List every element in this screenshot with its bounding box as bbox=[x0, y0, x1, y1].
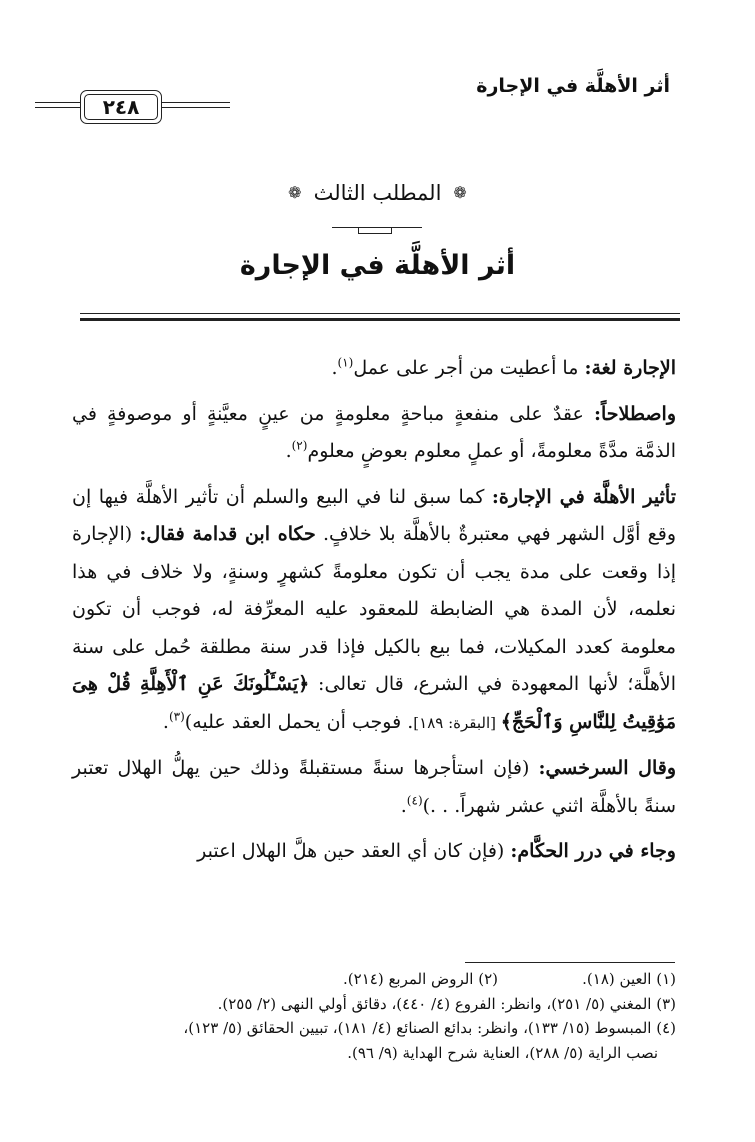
footnote-2: (٢) الروض المربع (٢١٤). bbox=[343, 970, 498, 988]
paragraph-tathir: تأثير الأهلَّة في الإجارة: كما سبق لنا في البيع والسلم أن تأثير الأهلَّة فيها إن وقع أوَّل الشهر فهي معتبرةٌ بالأهلَّة بلا خلافٍ. حكاه ابن قدامة فقال: (الإجارة إذا وقعت على مدة يجب أن تكون معلومةً كشهرٍ وسنةٍ، ولا خلاف في هذا نعلمه، لأن المدة هي الضابطة للمعقود عليه المعرِّفة له، فوجب أن تكون معلومة كعدد المكيلات، فما بيع بالكيل فإذا قدر سنة مطلقة حُمل على سنة الأهلَّة؛ لأنها المعهودة في الشرع، قال تعالى: ﴿يَسْـَٔلُونَكَ عَنِ ٱلْأَهِلَّةِ قُلْ هِىَ مَوَٰقِيتُ لِلنَّاسِ وَٱلْحَجِّ﴾ [البقرة: ١٨٩]. فوجب أن يحمل العقد عليه)$^{(٣)}$. bbox=[72, 485, 677, 733]
footnote-1: (١) العين (١٨). bbox=[582, 970, 676, 988]
footnote-4: (٤) المبسوط (١٥/ ١٣٣)، وانظر: بدائع الصنائع (٤/ ١٨١)، تبيين الحقائق (٥/ ١٢٣)، bbox=[183, 1019, 676, 1037]
ornament-right-icon: ❁ bbox=[453, 183, 467, 202]
footnote-ref: (٣) bbox=[168, 709, 185, 724]
footnote-ref: (٢) bbox=[291, 438, 308, 453]
chapter-title: أثر الأهلَّة في الإجارة bbox=[239, 250, 516, 281]
page-number: ٢٤٨ bbox=[84, 94, 158, 120]
footnote-row bbox=[72, 967, 676, 992]
footnote-separator bbox=[465, 962, 675, 963]
paragraph-sarakhsi: وقال السرخسي: (فإن استأجرها سنةً مستقبلةً وذلك حين يهلُّ الهلال تعتبر سنةً بالأهلَّة اثني عشر شهراً. . .)$^{(٤)}$. bbox=[72, 757, 677, 817]
running-title: أثر الأهلَّة في الإجارة bbox=[476, 75, 670, 97]
footnote-4-cont: نصب الراية (٥/ ٢٨٨)، العناية شرح الهداية (٩/ ٩٦). bbox=[347, 1043, 658, 1062]
paragraph-ijara-istilah: واصطلاحاً: عقدٌ على منفعةٍ مباحةٍ معلومةٍ من عينٍ معيَّنةٍ أو موصوفةٍ في الذمَّة مدَّةً معلومةً، أو عملٍ معلوم بعوضٍ معلوم$^{(٢)}$. bbox=[72, 402, 676, 462]
footnotes bbox=[72, 967, 676, 1065]
footnote-ref: (١) bbox=[337, 355, 354, 370]
footnote-ref: (٤) bbox=[406, 793, 423, 808]
page-number-box bbox=[80, 90, 162, 124]
title-divider-notch bbox=[358, 227, 392, 234]
section-label-text: المطلب الثالث bbox=[313, 181, 442, 205]
footnote-3: (٣) المغني (٥/ ٢٥١)، وانظر: الفروع (٤/ ٤٤٠)، دقائق أولي النهى (٢/ ٢٥٥). bbox=[217, 994, 676, 1013]
paragraph-durar: وجاء في درر الحكَّام: (فإن كان أي العقد حين هلَّ الهلال اعتبر bbox=[197, 840, 676, 862]
paragraph-ijara-lugha: الإجارة لغة: ما أعطيت من أجر على عمل$^{(١)}$. bbox=[331, 355, 676, 379]
section-label bbox=[0, 181, 755, 205]
body-text bbox=[72, 350, 676, 871]
ornament-left-icon: ❁ bbox=[288, 183, 302, 202]
quran-verse: ﴿يَسْـَٔلُونَكَ عَنِ ٱلْأَهِلَّةِ قُلْ هِىَ مَوَٰقِيتُ لِلنَّاسِ وَٱلْحَجِّ﴾ bbox=[72, 673, 676, 733]
verse-reference: [البقرة: ١٨٩] bbox=[413, 713, 501, 732]
